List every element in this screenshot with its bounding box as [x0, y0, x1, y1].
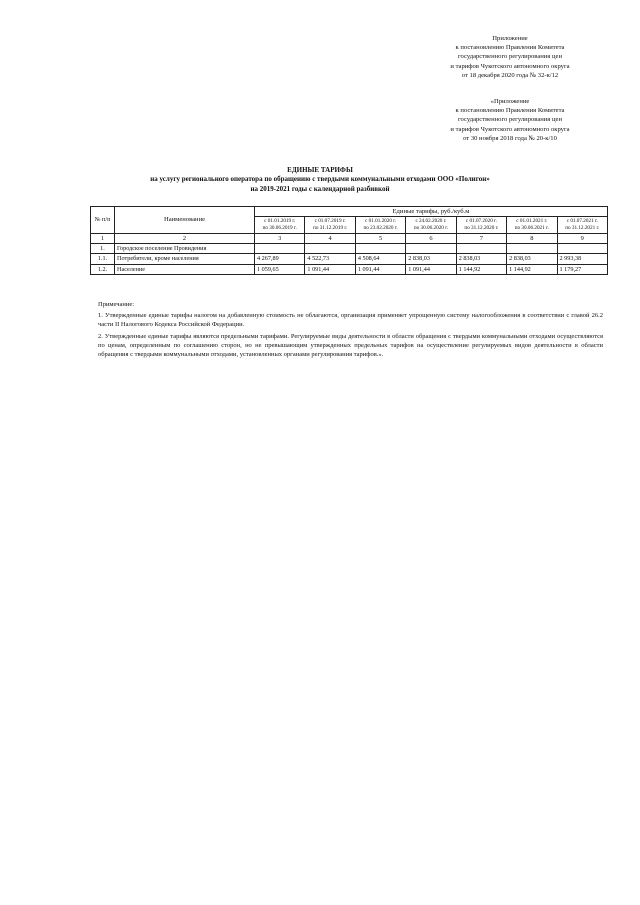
title-line: на 2019-2021 годы с календарной разбивкой: [250, 184, 390, 193]
column-index: 3: [255, 233, 305, 243]
empty-cell: [557, 244, 607, 254]
note-item: 1. Утвержденные единые тарифы налогом на добавленную стоимость не облагаются, организация применяет упрощенную систему налогообложения в соответствии с главой 26.2 части II Налогового Кодекса Российской Федерации.: [98, 312, 603, 329]
appendix-line: Приложение: [492, 35, 528, 42]
tariff-value: 2 838,03: [406, 254, 456, 264]
title-line: на услугу регионального оператора по обращению с твердыми коммунальными отходами ООО «Полигон»: [150, 175, 490, 184]
column-index: 6: [406, 233, 456, 243]
tariff-value: 1 144,92: [507, 264, 557, 274]
row-name: Население: [115, 264, 255, 274]
column-index: 1: [91, 233, 115, 243]
empty-cell: [406, 244, 456, 254]
appendix-line: к постановлению Правления Комитета: [455, 44, 565, 52]
section-row: [91, 244, 608, 254]
table-row: [91, 264, 608, 274]
period-start: с 24.02.2020 г.: [415, 218, 447, 225]
period-header: [557, 217, 607, 233]
empty-cell: [507, 244, 557, 254]
period-header: [456, 217, 506, 233]
period-header: [507, 217, 557, 233]
period-start: с 01.07.2019 г.: [314, 218, 346, 225]
column-header-number: № п/п: [91, 207, 115, 234]
period-end: по 23.02.2020 г.: [363, 225, 398, 231]
tariff-value: 2 993,38: [557, 254, 607, 264]
period-header: [406, 217, 456, 233]
column-group-header: Единые тарифы, руб./куб.м: [255, 207, 608, 217]
tariff-value: 1 059,65: [255, 264, 305, 274]
period-end: по 30.06.2019 г.: [262, 225, 297, 231]
period-header: [255, 217, 305, 233]
column-header-name: Наименование: [115, 207, 255, 234]
period-end: по 30.06.2021 г.: [514, 225, 549, 231]
notes-section: [98, 300, 603, 361]
period-end: по 31.12.2021 г.: [565, 225, 600, 231]
tariff-value: 1 091,44: [355, 264, 405, 274]
tariff-value: 1 091,44: [406, 264, 456, 274]
column-index: 5: [355, 233, 405, 243]
section-number: 1.: [91, 244, 115, 254]
appendix-line: от 30 ноября 2018 года № 20-к/10: [463, 134, 557, 142]
empty-cell: [355, 244, 405, 254]
period-start: с 01.01.2021 г.: [516, 218, 548, 225]
column-index: 4: [305, 233, 355, 243]
row-number: 1.1.: [91, 254, 115, 264]
table-row: [91, 254, 608, 264]
appendix-line: государственного регулирования цен: [458, 53, 562, 61]
row-number: 1.2.: [91, 264, 115, 274]
appendix-line: от 18 декабря 2020 года № 32-к/12: [461, 71, 559, 79]
tariff-value: 4 508,64: [355, 254, 405, 264]
column-index: 9: [557, 233, 607, 243]
tariff-value: 2 838,03: [456, 254, 506, 264]
appendix-header-original: [410, 97, 610, 143]
period-header: [355, 217, 405, 233]
column-index: 7: [456, 233, 506, 243]
tariff-value: 4 267,89: [255, 254, 305, 264]
empty-cell: [305, 244, 355, 254]
period-start: с 01.07.2021 г.: [566, 218, 598, 225]
period-start: с 01.07.2020 г.: [465, 218, 497, 225]
empty-cell: [255, 244, 305, 254]
column-index-row: [91, 233, 608, 243]
appendix-line: и тарифов Чукотского автономного округа: [450, 125, 570, 133]
period-start: с 01.01.2020 г.: [365, 218, 397, 225]
empty-cell: [456, 244, 506, 254]
column-index: 8: [507, 233, 557, 243]
appendix-line: и тарифов Чукотского автономного округа: [450, 62, 570, 70]
tariff-value: 1 091,44: [305, 264, 355, 274]
section-name: Городское поселение Провидения: [115, 244, 255, 254]
appendix-line: «Приложение: [490, 98, 530, 105]
tariff-table: [90, 206, 608, 275]
tariff-value: 2 838,03: [507, 254, 557, 264]
tariff-value: 4 522,73: [305, 254, 355, 264]
notes-heading: Примечание:: [98, 301, 135, 308]
period-end: по 30.06.2020 г.: [413, 225, 449, 231]
note-item: 2. Утвержденные единые тарифы являются предельными тарифами. Регулируемые виды деятельности в области обращения с твердыми коммунальными отходами осуществляются по ценам, определенным по соглашению сторон, но не превышающим утвержденных предельных тарифов на осуществление регулируемых видов деятельности в области обращения с твердыми коммунальными отходами, установленных органами регулирования тарифов.».: [98, 332, 603, 359]
row-name: Потребители, кроме населения: [115, 254, 255, 264]
period-end: по 31.12.2019 г.: [313, 225, 348, 231]
period-start: с 01.01.2019 г.: [264, 218, 296, 225]
tariff-value: 1 144,92: [456, 264, 506, 274]
period-header: [305, 217, 355, 233]
appendix-header-current: [410, 34, 610, 80]
column-index: 2: [115, 233, 255, 243]
appendix-line: к постановлению Правления Комитета: [455, 107, 565, 115]
period-end: по 31.12.2020 г.: [464, 225, 499, 231]
title-line: ЕДИНЫЕ ТАРИФЫ: [287, 166, 353, 174]
appendix-line: государственного регулирования цен: [458, 116, 562, 124]
tariff-value: 1 179,27: [557, 264, 607, 274]
document-title: [0, 166, 640, 194]
